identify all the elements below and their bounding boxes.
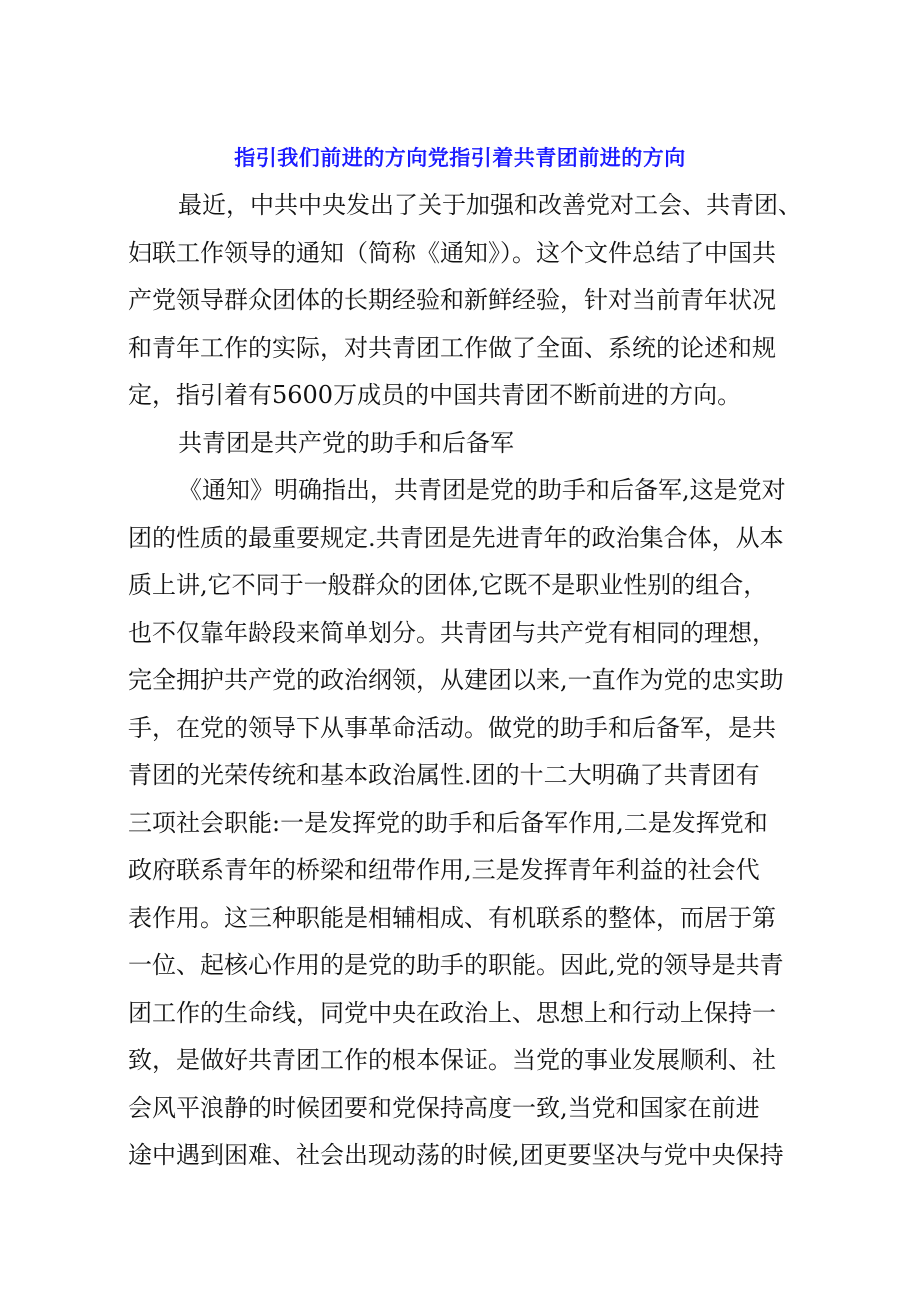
paragraph-line: 和青年工作的实际，对共青团工作做了全面、系统的论述和规 — [128, 333, 776, 362]
paragraph-line: 《通知》明确指出，共青团是党的助手和后备军,这是党对 — [178, 476, 786, 504]
document-body — [128, 182, 808, 1180]
paragraph-line: 青团的光荣传统和基本政治属性.团的十二大明确了共青团有 — [128, 761, 760, 789]
paragraph-line: 三项社会职能:一是发挥党的助手和后备军作用,二是发挥党和 — [128, 808, 768, 837]
paragraph-line: 最近，中共中央发出了关于加强和改善党对工会、共青团、 — [178, 191, 802, 219]
paragraph-line: 团工作的生命线，同党中央在政治上、思想上和行动上保持一 — [128, 998, 776, 1027]
paragraph-line: 政府联系青年的桥梁和纽带作用,三是发挥青年利益的社会代 — [128, 856, 760, 884]
paragraph-line: 质上讲,它不同于一般群众的团体,它既不是职业性别的组合， — [128, 571, 768, 599]
paragraph-line: 也不仅靠年龄段来简单划分。共青团与共产党有相同的理想， — [128, 618, 776, 647]
document-title: 指引我们前进的方向党指引着共青团前进的方向 — [234, 146, 686, 170]
paragraph-line: 妇联工作领导的通知（简称《通知》）。这个文件总结了中国共 — [128, 238, 776, 267]
paragraph-line: 表作用。这三种职能是相辅相成、有机联系的整体，而居于第 — [128, 903, 776, 932]
paragraph-line: 完全拥护共产党的政治纲领，从建团以来,一直作为党的忠实助 — [128, 666, 784, 694]
paragraph-line: 产党领导群众团体的长期经验和新鲜经验，针对当前青年状况 — [128, 286, 776, 314]
paragraph-line: 团的性质的最重要规定.共青团是先进青年的政治集合体，从本 — [128, 523, 784, 552]
paragraph-line: 会风平浪静的时候团要和党保持高度一致,当党和国家在前进 — [128, 1093, 760, 1122]
paragraph-line: 定，指引着有5600万成员的中国共青团不断前进的方向。 — [128, 381, 742, 409]
paragraph-line: 手，在党的领导下从事革命活动。做党的助手和后备军，是共 — [128, 713, 776, 742]
paragraph-line: 致，是做好共青团工作的根本保证。当党的事业发展顺利、社 — [128, 1046, 776, 1074]
paragraph-line: 一位、起核心作用的是党的助手的职能。因此,党的领导是共青 — [128, 951, 784, 979]
paragraph-line: 途中遇到困难、社会出现动荡的时候,团更要坚决与党中央保持 — [128, 1141, 784, 1169]
section-heading: 共青团是共产党的助手和后备军 — [178, 428, 514, 457]
